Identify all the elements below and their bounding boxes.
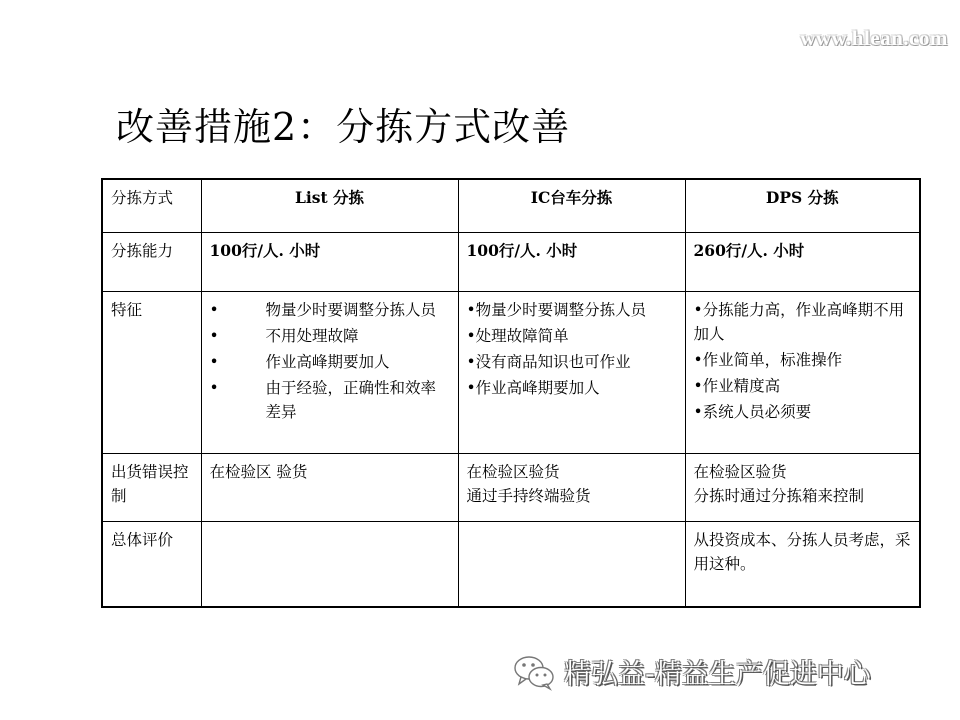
footer-brand — [512, 652, 871, 691]
features-dps-items — [694, 298, 912, 424]
list-item: •作业精度高 — [693, 376, 781, 395]
row-label-capacity: 分拣能力 — [102, 232, 201, 291]
table-row-capacity — [102, 232, 920, 291]
capacity-list-cell: 100行/人. 小时 — [201, 232, 458, 291]
overall-ic-cell — [458, 521, 685, 607]
column-header-dps-sort: DPS 分拣 — [685, 179, 920, 232]
bullet-marker: • — [209, 326, 219, 345]
list-item-text: 作业高峰期要加人 — [265, 352, 390, 371]
overall-list-cell — [201, 521, 458, 607]
table-row-error-control — [102, 453, 920, 521]
list-item: •没有商品知识也可作业 — [466, 352, 631, 371]
cell-line: 在检验区验货 — [466, 462, 560, 481]
list-item — [210, 298, 450, 322]
errors-dps-cell — [685, 453, 920, 521]
cell-line: 在检验区 验货 — [209, 462, 308, 481]
list-item: •分拣能力高，作业高峰期不用加人 — [693, 300, 905, 343]
row-label-error-control: 出货错误控制 — [102, 453, 201, 521]
column-header-list-sort: List 分拣 — [201, 179, 458, 232]
errors-ic-cell — [458, 453, 685, 521]
features-dps-cell — [685, 291, 920, 453]
list-item: •处理故障简单 — [466, 326, 569, 345]
comparison-table — [101, 178, 921, 608]
row-label-features: 特征 — [102, 291, 201, 453]
errors-list-cell — [201, 453, 458, 521]
cell-line: 在检验区验货 — [693, 462, 787, 481]
features-list-cell — [201, 291, 458, 453]
bullet-marker: • — [209, 352, 219, 371]
features-list-items — [210, 298, 450, 424]
column-header-ic-cart-sort: IC台车分拣 — [458, 179, 685, 232]
list-item: •物量少时要调整分拣人员 — [466, 300, 647, 319]
cell-line: 分拣时通过分拣箱来控制 — [693, 486, 865, 505]
bullet-marker: • — [209, 378, 219, 397]
features-ic-items — [467, 298, 677, 400]
row-label-sort-method: 分拣方式 — [102, 179, 201, 232]
list-item — [210, 324, 450, 348]
page-title: 改善措施2：分拣方式改善 — [116, 105, 571, 149]
list-item — [210, 376, 450, 424]
capacity-dps-cell: 260行/人. 小时 — [685, 232, 920, 291]
table-row-features — [102, 291, 920, 453]
bullet-marker: • — [209, 300, 219, 319]
site-watermark: www.hlean.com — [800, 26, 948, 50]
list-item: •作业简单，标准操作 — [693, 350, 843, 369]
list-item — [210, 350, 450, 374]
row-label-overall: 总体评价 — [102, 521, 201, 607]
list-item: •系统人员必须要 — [693, 402, 812, 421]
wechat-icon — [512, 653, 556, 691]
list-item-text: 由于经验，正确性和效率差异 — [265, 378, 437, 421]
capacity-ic-cell: 100行/人. 小时 — [458, 232, 685, 291]
list-item: •作业高峰期要加人 — [466, 378, 600, 397]
table-row-header — [102, 179, 920, 232]
footer-brand-text: 精弘益-精益生产促进中心 — [564, 659, 871, 690]
table-row-overall — [102, 521, 920, 607]
features-ic-cell — [458, 291, 685, 453]
overall-dps-cell: 从投资成本、分拣人员考虑，采用这种。 — [685, 521, 920, 607]
list-item-text: 物量少时要调整分拣人员 — [265, 300, 437, 319]
list-item-text: 不用处理故障 — [265, 326, 359, 345]
cell-line: 通过手持终端验货 — [466, 486, 591, 505]
